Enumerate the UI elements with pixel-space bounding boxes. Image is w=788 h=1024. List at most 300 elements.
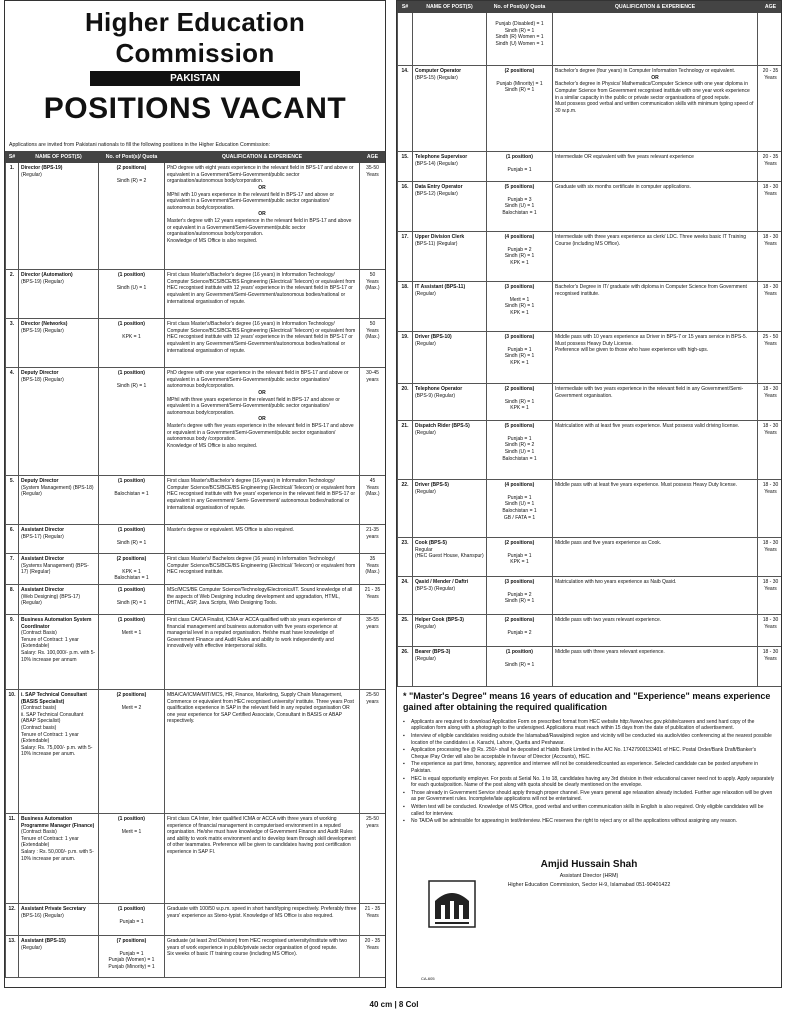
header-qualification: QUALIFICATION & EXPERIENCE <box>553 2 758 13</box>
post-title: Cook (BPS-5) <box>415 540 447 547</box>
table-header-row <box>6 152 386 163</box>
post-subtitle: (Regular) <box>21 171 42 178</box>
instruction-item: ▪ Interview of eligible candidates residing outside the Islamabad/Rawalpindi region and vicinity will be conducted via audio/video conferencing at the nearest possible location of the candidates i.e. Karachi, Lahore, Quetta and Peshawar. <box>411 733 775 746</box>
post-count: (2 positions) <box>116 165 147 172</box>
post-title: Telephone Supervisor <box>415 154 468 161</box>
age-cell: 20 - 35 Years <box>360 936 386 978</box>
post-title: Helper Cook (BPS-3) <box>415 617 464 624</box>
table-row <box>6 615 386 690</box>
header-sn: S# <box>398 2 413 13</box>
post-count: (5 positions) <box>504 423 535 430</box>
posts-quota-cell <box>487 384 553 421</box>
posts-quota-cell <box>487 480 553 538</box>
post-title: Data Entry Operator <box>415 184 463 191</box>
post-subtitle: (BPS-12) (Regular) <box>415 190 458 197</box>
table-row <box>6 554 386 585</box>
serial-number: 5. <box>6 476 19 525</box>
positions-table-right <box>397 1 782 687</box>
qualification-cell: Middle pass and five years experience as Cook. <box>553 538 758 577</box>
post-title: IT Assistant (BPS-11) <box>415 284 466 291</box>
serial-number: 1. <box>6 163 19 270</box>
post-count: (1 position) <box>118 906 145 913</box>
table-row <box>398 538 783 577</box>
table-row <box>6 525 386 554</box>
quota-lines: Sindh (U) = 1 <box>116 284 147 291</box>
qualification-cell: Graduate (at least 2nd Division) from HEC recognised university/institute with two years of work experience in public/private sector organisation of good repute. Six weeks of basic IT training course (including MS Office). <box>165 936 360 978</box>
post-count: (1 position) <box>118 587 145 594</box>
serial-number: 8. <box>6 585 19 615</box>
qualification-cell: Bachelor's Degree in IT/ graduate with diploma in Computer Science from Government recognised institute. <box>553 282 758 332</box>
serial-number: 6. <box>6 525 19 554</box>
post-name-cell <box>19 319 99 368</box>
quota-lines: Merit = 1 <box>121 629 142 636</box>
post-subtitle: (BPS-11) (Regular) <box>415 240 458 247</box>
serial-number: 24. <box>398 577 413 615</box>
post-count: (4 positions) <box>504 482 535 489</box>
post-subtitle: (BPS-18) (Regular) <box>21 376 64 383</box>
serial-number: 20. <box>398 384 413 421</box>
post-count: (3 positions) <box>504 334 535 341</box>
posts-quota-cell <box>99 476 165 525</box>
right-column <box>396 0 782 988</box>
table-row <box>398 615 783 647</box>
serial-number: 13. <box>6 936 19 978</box>
qualification-cell: First class Master's/ Bachelors degree (16 years) in Information Technology/ Computer Science/BCS/BCE/BS Engineering (Electrical/ Telecom) or equivalent from HEC recognised institute. <box>165 554 360 585</box>
table-header-row <box>398 2 783 13</box>
quota-lines: Sindh (R) = 1 <box>116 599 147 606</box>
age-cell: 21-35 years <box>360 525 386 554</box>
post-subtitle: (Regular) <box>415 655 436 662</box>
posts-quota-cell <box>487 66 553 152</box>
post-subtitle: (Contract basis) ii. SAP Technical Consultant (ABAP Specialist) (Contract basis) Tenure of Contract: 1 year (Extendable) Salary: Rs. 75,000/- p.m. with 5-10% increase per anum. <box>21 705 93 758</box>
age-cell: 35-50 Years <box>360 163 386 270</box>
post-name-cell <box>19 936 99 978</box>
qualification-cell: PhD degree with one year experience in the relevant field in BPS-17 and above or equivalent in a Government/Semi-Government/public sector organisation/ autonomous body/corporation. OR MPhil with three years experience in the relevant field in BPS-17 and above or equivalent in a Government/Semi-Government/public sector organisation/ autonomous body/corporation. OR Master's degree with five years experience in the relevant field in BPS-17 and above or equivalent in a Government/Semi-Government/public sector organisation/ autonomous body /corporation. Knowledge of MS Office is also required. <box>165 368 360 476</box>
quota-lines: Punjab = 1 Sindh (R) = 2 Sindh (U) = 1 Balochistan = 1 <box>502 435 537 462</box>
table-row <box>398 480 783 538</box>
post-subtitle: (Regular) <box>415 429 436 436</box>
posts-quota-cell <box>99 319 165 368</box>
quota-lines: Merit = 1 Sindh (R) = 1 KPK = 1 <box>504 296 535 317</box>
header-posts: No. of Post(s)/ Quota <box>99 152 165 163</box>
serial-number: 7. <box>6 554 19 585</box>
age-cell: 18 - 30 Years <box>758 615 783 647</box>
qualification-cell: MBA/CA/ICMA/MIT/MCS, HR, Finance, Marketing, Supply Chain Management, Commerce or equivalent from HEC recognised university/ institute. Three years Post qualification experience in SAP in the relevant field in any reputed organisation OR one year experience for SAP Certified Associate, Consultant in BASIS or ABAP respectively. <box>165 690 360 814</box>
post-count: (1 position) <box>118 272 145 279</box>
posts-quota-cell <box>99 163 165 270</box>
age-cell: 25 - 50 Years <box>758 332 783 384</box>
post-count: (1 position) <box>118 370 145 377</box>
post-name-cell <box>413 232 487 282</box>
post-name-cell <box>19 814 99 904</box>
posts-quota-cell <box>487 332 553 384</box>
post-subtitle: (Contract Basis) Tenure of Contract: 1 year (Extendable) Salary : Rs. 50,000/- p.m. with 5-10% increase per anum. <box>21 829 94 862</box>
posts-quota-cell <box>99 814 165 904</box>
qualification-cell: Graduate with six months certificate in computer applications. <box>553 182 758 232</box>
quota-lines: Merit = 1 <box>121 828 142 835</box>
table-row <box>6 936 386 978</box>
post-count: (5 positions) <box>504 184 535 191</box>
quota-lines: Punjab = 1 Punjab (Women) = 1 Punjab (Minority) = 1 <box>108 950 155 970</box>
post-title: i. SAP Technical Consultant (BASIS Specialist) <box>21 692 87 705</box>
post-name-cell <box>19 690 99 814</box>
post-subtitle: (BPS-17) (Regular) <box>21 533 64 540</box>
quota-lines: KPK = 1 Balochistan = 1 <box>114 568 149 582</box>
serial-number <box>398 13 413 66</box>
post-subtitle: (BPS-16) (Regular) <box>21 912 64 919</box>
post-count: (4 positions) <box>504 234 535 241</box>
serial-number: 25. <box>398 615 413 647</box>
instruction-item: ▪ Application processing fee @ Rs. 250/- shall be deposited at Habib Bank Limited in the A/C No. 17427900133401 of HEC. Postal Order/Bank Draft/Banker's Cheque /Pay Order will also be acceptable in favour of Director (Accounts), HEC. <box>411 747 775 760</box>
post-count: (1 position) <box>506 154 533 161</box>
post-count: (2 positions) <box>504 386 535 393</box>
posts-quota-cell <box>99 585 165 615</box>
hec-logo-icon <box>427 879 477 929</box>
quota-lines: Punjab (Disabled) = 1 Sindh (R) = 1 Sindh (R) Women = 1 Sindh (U) Women = 1 <box>495 21 544 48</box>
post-count: (2 positions) <box>116 556 147 563</box>
post-subtitle: (Regular) <box>415 290 436 297</box>
post-title: Deputy Director <box>21 370 59 377</box>
age-cell: 35 Years (Max.) <box>360 554 386 585</box>
age-cell: 25-50 years <box>360 814 386 904</box>
post-count: (2 positions) <box>504 68 535 75</box>
posts-quota-cell <box>487 13 553 66</box>
instruction-item: ▪ Those already in Government Service should apply through proper channel. Five years general age relaxation already included. Further age relaxation will be given as per Government rules. Incomplete/late applications will not be entertained. <box>411 790 775 803</box>
commission-title: Higher Education Commission <box>84 7 306 68</box>
post-title: Upper Division Clerk <box>415 234 465 241</box>
table-row <box>6 690 386 814</box>
instruction-item: ▪ Applicants are required to download Application Form on prescribed format from HEC website http://www.hec.gov.pk/site/careers and send hard copy of the application form along with a photograph to the undersigned. Applications must reach within 15 days from the date of publication of advertisement. <box>411 719 775 732</box>
post-name-cell <box>19 270 99 319</box>
instruction-item: ▪ No TA/DA will be admissible for appearing in test/interview. HEC reserves the right to reject any or all the applications without assigning any reason. <box>411 818 775 825</box>
age-cell: 18 - 30 Years <box>758 421 783 480</box>
serial-number: 26. <box>398 647 413 687</box>
post-name-cell <box>19 585 99 615</box>
post-count: (3 positions) <box>504 284 535 291</box>
header-age: AGE <box>360 152 386 163</box>
qualification-cell: Middle pass with two years relevant experience. <box>553 615 758 647</box>
posts-quota-cell <box>487 577 553 615</box>
table-row <box>398 647 783 687</box>
quota-lines: Sindh (R) = 2 <box>116 177 147 184</box>
post-title: Dispatch Rider (BPS-5) <box>415 423 470 430</box>
quota-lines: KPK = 1 <box>122 333 141 340</box>
post-name-cell <box>413 152 487 182</box>
qualification-cell: Middle pass with at least five years experience. Must possess Heavy Duty license. <box>553 480 758 538</box>
age-cell: 30-45 years <box>360 368 386 476</box>
qualification-cell: Middle pass with three years relevant experience. <box>553 647 758 687</box>
post-title: Computer Operator <box>415 68 462 75</box>
qualification-cell: Intermediate with three years experience as clerk/ LDC. Three weeks basic IT Training Course (including MS Office). <box>553 232 758 282</box>
qualification-cell: First class Master's/Bachelor's degree (16 years) in Information Technology/ Computer Science/BCS/BCE/BS Engineering (Electrical/ Telecom) or equivalent from HEC recognised institute with 12 years' experience in the relevant field in BPS-17 or equivalent in any Government/Semi-Government/autonomous bodies/national or international organisation of repute. <box>165 319 360 368</box>
table-row <box>398 66 783 152</box>
age-cell: 20 - 35 Years <box>758 152 783 182</box>
qualification-cell: Intermediate with two years experience in the relevant field in any Government/Semi-Government organisation. <box>553 384 758 421</box>
degree-note: * "Master's Degree" means 16 years of education and "Experience" means experience gained after obtaining the required qualification <box>403 691 771 713</box>
print-size-footer: 40 cm | 8 Col <box>369 1000 419 1009</box>
table-row <box>6 270 386 319</box>
table-row <box>398 577 783 615</box>
quota-lines: Merit = 2 <box>121 704 142 711</box>
serial-number: 2. <box>6 270 19 319</box>
posts-quota-cell <box>99 904 165 936</box>
quota-lines: Sindh (R) = 1 KPK = 1 <box>504 398 535 412</box>
post-title: Driver (BPS-10) <box>415 334 452 341</box>
country-banner: PAKISTAN <box>90 71 300 86</box>
post-subtitle: (Regular) <box>415 488 436 495</box>
header-posts: No. of Post(s)/ Quota <box>487 2 553 13</box>
post-subtitle: (System Management) (BPS-18) (Regular) <box>21 484 94 498</box>
post-subtitle: (BPS-15) (Regular) <box>415 74 458 81</box>
post-count: (7 positions) <box>116 938 147 945</box>
post-subtitle: Regular (HEC Guest House, Khanspur) <box>415 546 484 560</box>
post-title: Telephone Operator <box>415 386 463 393</box>
header-name: NAME OF POST(S) <box>19 152 99 163</box>
header-age: AGE <box>758 2 783 13</box>
post-count: (1 position) <box>118 617 145 624</box>
post-title: Deputy Director <box>21 478 59 485</box>
quota-lines: Punjab = 2 Sindh (R) = 1 KPK = 1 <box>504 246 535 267</box>
posts-quota-cell <box>487 152 553 182</box>
age-cell: 45 Years (Max.) <box>360 476 386 525</box>
qualification-cell: Master's degree or equivalent. MS Office is also required. <box>165 525 360 554</box>
table-row <box>6 904 386 936</box>
age-cell: 21 - 35 Years <box>360 904 386 936</box>
serial-number: 9. <box>6 615 19 690</box>
posts-quota-cell <box>487 232 553 282</box>
post-subtitle: (Systems Management) (BPS-17) (Regular) <box>21 562 89 576</box>
post-name-cell <box>413 13 487 66</box>
quota-lines: Sindh (R) = 1 <box>116 382 147 389</box>
post-name-cell <box>19 368 99 476</box>
qualification-cell: MSc/MCS/BE Computer Science/Technology/Electronics/IT. Sound knowledge of all the aspects of Web Designing including development and upgradation, HTML, DHTML, ASP, Java Scripts, Web Designing Tools. <box>165 585 360 615</box>
table-row <box>6 814 386 904</box>
serial-number: 16. <box>398 182 413 232</box>
post-name-cell <box>19 554 99 585</box>
left-column <box>4 0 386 988</box>
posts-quota-cell <box>487 182 553 232</box>
post-name-cell <box>19 615 99 690</box>
quota-lines: Punjab = 3 Sindh (U) = 1 Balochistan = 1 <box>502 196 537 217</box>
ad-reference: CA-605 <box>421 976 435 981</box>
posts-quota-cell <box>99 615 165 690</box>
serial-number: 4. <box>6 368 19 476</box>
positions-table-left <box>5 151 386 978</box>
post-subtitle: (Regular) <box>415 623 436 630</box>
posts-quota-cell <box>99 270 165 319</box>
qualification-cell: Graduate with 100/50 w.p.m. speed in short hand/typing respectively. Preferably three years' experience as Steno-typist. Knowledge of MS Office is also required. <box>165 904 360 936</box>
post-subtitle: (BPS-19) (Regular) <box>21 278 64 285</box>
post-name-cell <box>19 163 99 270</box>
age-cell: 18 - 30 Years <box>758 182 783 232</box>
post-title: Assistant Director <box>21 587 65 594</box>
table-row <box>398 421 783 480</box>
posts-quota-cell <box>487 615 553 647</box>
post-title: Director (BPS-19) <box>21 165 63 172</box>
post-title: Assistant Director <box>21 527 65 534</box>
table-row <box>6 476 386 525</box>
qualification-cell: First class Master's/Bachelor's degree (16 years) in Information Technology/ Computer Science/BCS/BCE/BS Engineering (Electrical/ Telecom) or equivalent from HEC recognised institute with five years' experience in the relevant field in BPS-17 or equivalent in any Government/ Semi- Government/ autonomous bodies/national or international organisation of repute. <box>165 476 360 525</box>
post-name-cell <box>19 904 99 936</box>
table-row <box>398 232 783 282</box>
serial-number: 19. <box>398 332 413 384</box>
posts-quota-cell <box>487 282 553 332</box>
age-cell: 18 - 30 Years <box>758 480 783 538</box>
instructions-list <box>411 719 775 825</box>
quota-lines: Punjab = 1 <box>119 918 144 925</box>
post-name-cell <box>413 577 487 615</box>
intro-text: Applications are invited from Pakistani nationals to fill the following positions in the Higher Education Commission: <box>9 142 270 148</box>
age-cell: 20 - 35 Years <box>758 66 783 152</box>
age-cell: 18 - 30 Years <box>758 282 783 332</box>
post-title: Assistant Director <box>21 556 65 563</box>
post-count: (2 positions) <box>116 692 147 699</box>
age-cell: 50 Years (Max.) <box>360 319 386 368</box>
qualification-cell: Matriculation with at least five years experience. Must possess valid driving license. <box>553 421 758 480</box>
post-name-cell <box>413 421 487 480</box>
post-name-cell <box>413 647 487 687</box>
post-name-cell <box>413 538 487 577</box>
age-cell: 18 - 30 Years <box>758 232 783 282</box>
post-title: Director (Networks) <box>21 321 68 328</box>
age-cell: 50 Years (Max.) <box>360 270 386 319</box>
post-subtitle: (BPS-3) (Regular) <box>415 585 456 592</box>
age-cell: 18 - 30 Years <box>758 538 783 577</box>
quota-lines: Punjab = 1 KPK = 1 <box>507 552 532 566</box>
post-count: (1 position) <box>118 321 145 328</box>
posts-quota-cell <box>99 368 165 476</box>
quota-lines: Balochistan = 1 <box>114 490 149 497</box>
quota-lines: Punjab (Minority) = 1 Sindh (R) = 1 <box>496 80 543 94</box>
post-name-cell <box>413 615 487 647</box>
post-subtitle: (Contract Basis) Tenure of Contract: 1 year (Extendable) Salary: Rs. 100,000/- p.m. with 5-10% increase per annum <box>21 630 96 663</box>
posts-quota-cell <box>99 525 165 554</box>
age-cell: 21 - 35 Years <box>360 585 386 615</box>
posts-quota-cell <box>99 936 165 978</box>
post-count: (2 positions) <box>504 540 535 547</box>
post-title: Driver (BPS-5) <box>415 482 449 489</box>
posts-quota-cell <box>487 538 553 577</box>
serial-number: 23. <box>398 538 413 577</box>
post-name-cell <box>413 182 487 232</box>
serial-number: 15. <box>398 152 413 182</box>
post-title: Business Automation System Coordinator <box>21 617 92 630</box>
post-name-cell <box>413 66 487 152</box>
qualification-cell: Middle pass with 10 years experience as Driver in BPS-7 or 15 years service in BPS-5. Must possess Heavy Duty License. Preference will be given to those who have experience with high-ups. <box>553 332 758 384</box>
table-row <box>398 282 783 332</box>
post-subtitle: (BPS-19) (Regular) <box>21 327 64 334</box>
age-cell: 18 - 30 Years <box>758 384 783 421</box>
table-row <box>398 182 783 232</box>
positions-vacant-headline: POSITIONS VACANT <box>43 92 347 125</box>
qualification-cell: First class CA Inter, Inter qualified ICMA or ACCA with three years of working experience of financial management in computerised environment in a reputed organisation. He/she must have knowledge of Government Finance and Audit Rules and ability to work matrix environment and to develop team through skill development of other teammates. Preference will be given to candidates having post certification experience in SAP FI. <box>165 814 360 904</box>
quota-lines: Punjab = 2 <box>507 629 532 636</box>
serial-number: 12. <box>6 904 19 936</box>
qualification-cell: PhD degree with eight years experience in the relevant field in BPS-17 and above or equivalent in a Government/Semi-Government/public sector organisation/autonomous body/corporation. OR MPhil with 10 years experience in the relevant field in BPS-17 and above or equivalent in a Government/Semi-Government/public sector organisation/ autonomous body/corporation. OR Master's degree with 12 years experience in the relevant field in BPS-17 and above or equivalent in a Government/Semi-Government/public sector organisation/autonomous body/corporation. Knowledge of MS Office is also required. <box>165 163 360 270</box>
posts-quota-cell <box>487 421 553 480</box>
post-title: Director (Automation) <box>21 272 73 279</box>
age-cell <box>758 13 783 66</box>
post-name-cell <box>19 525 99 554</box>
signatory-designation: Assistant Director (HRM) <box>559 873 619 879</box>
quota-lines: Sindh (R) = 1 <box>116 539 147 546</box>
table-row <box>398 13 783 66</box>
post-title: Assistant (BPS-15) <box>21 938 66 945</box>
serial-number: 21. <box>398 421 413 480</box>
instruction-item: ▪ HEC is equal opportunity employer. For posts at Serial No. 1 to 18, candidates having any 3rd division in their educational career need not to apply. Apply separately for each quota/position. Name of the post along with quota should be clearly mentioned on the envelope. <box>411 776 775 789</box>
table-row <box>398 152 783 182</box>
post-name-cell <box>413 282 487 332</box>
instruction-item: ▪ Written test will be conducted. Knowledge of MS Office, good verbal and written communication skills in English is also required. Only eligible candidates will be called for interview. <box>411 804 775 817</box>
post-title: Qasid / Mender / Daftri <box>415 579 469 586</box>
serial-number: 18. <box>398 282 413 332</box>
posts-quota-cell <box>99 554 165 585</box>
quota-lines: Punjab = 1 Sindh (R) = 1 KPK = 1 <box>504 346 535 367</box>
qualification-cell <box>553 13 758 66</box>
serial-number: 10. <box>6 690 19 814</box>
serial-number: 22. <box>398 480 413 538</box>
signatory-name: Amjid Hussain Shah <box>540 859 638 870</box>
post-name-cell <box>413 332 487 384</box>
post-count: (1 position) <box>118 816 145 823</box>
header-name: NAME OF POST(S) <box>413 2 487 13</box>
serial-number: 17. <box>398 232 413 282</box>
posts-quota-cell <box>99 690 165 814</box>
signatory-address: Higher Education Commission, Sector H-9, Islamabad 051-90401422 <box>507 882 671 888</box>
post-count: (3 positions) <box>504 579 535 586</box>
post-subtitle: (Regular) <box>415 340 436 347</box>
age-cell: 18 - 30 Years <box>758 647 783 687</box>
table-row <box>398 384 783 421</box>
post-count: (1 position) <box>506 649 533 656</box>
quota-lines: Punjab = 1 <box>507 166 532 173</box>
post-subtitle: (BPS-9) (Regular) <box>415 392 456 399</box>
qualification-cell: Intermediate OR equivalent with five years relevant experience <box>553 152 758 182</box>
instruction-item: ▪ The experience as part time, honorary, apprentice and internee will not be considered/counted as experience. Selected candidate can be posted anywhere in Pakistan. <box>411 761 775 774</box>
table-row <box>6 368 386 476</box>
qualification-cell: First class CA/CA Finalist, ICMA or ACCA qualified with six years experience of financial management and business automation with five years experience at managerial level in a reputed organisation. He/she must have knowledge of Government Finance and Audit Rules and ability to work independently and innovatively with effective interpersonal skills. <box>165 615 360 690</box>
post-subtitle: (BPS-14) (Regular) <box>415 160 458 167</box>
qualification-cell: Matriculation with two years experience as Naib Qasid. <box>553 577 758 615</box>
post-name-cell <box>413 384 487 421</box>
age-cell: 35-55 years <box>360 615 386 690</box>
quota-lines: Punjab = 1 Sindh (U) = 1 Balochistan = 1 GB / FATA = 1 <box>502 494 537 521</box>
post-count: (2 positions) <box>504 617 535 624</box>
table-row <box>398 332 783 384</box>
serial-number: 11. <box>6 814 19 904</box>
post-title: Bearer (BPS-3) <box>415 649 451 656</box>
posts-quota-cell <box>487 647 553 687</box>
table-row <box>6 585 386 615</box>
age-cell: 18 - 30 Years <box>758 577 783 615</box>
header-qualification: QUALIFICATION & EXPERIENCE <box>165 152 360 163</box>
post-count: (1 position) <box>118 478 145 485</box>
quota-lines: Sindh (R) = 1 <box>504 661 535 668</box>
qualification-cell: Bachelor's degree (four years) in Computer Information Technology or equivalent. OR Bachelor's degree in Physics/ Mathematics/Computer Science with one year diploma in Computer Science from Government recognised institute with one year work experience in a similar capacity in the public or private sector organisations of good repute. Must possess good verbal and written communication skills with minimum typing speed of 30 w.p.m. <box>553 66 758 152</box>
header-sn: S# <box>6 152 19 163</box>
post-subtitle: (Regular) <box>21 944 42 951</box>
post-name-cell <box>413 480 487 538</box>
age-cell: 25-50 years <box>360 690 386 814</box>
serial-number: 14. <box>398 66 413 152</box>
qualification-cell: First class Master's/Bachelor's degree (16 years) in Information Technology/ Computer Science/BCS/BCE/BS Engineering (Electrical/ Telecom) or equivalent from HEC recognised institute with 12 years' experience in the relevant field in BPS-17 or equivalent in any Government/Semi-Government/autonomous bodies/national or international organisation of repute. <box>165 270 360 319</box>
table-row <box>6 163 386 270</box>
post-title: Assistant Private Secretary <box>21 906 86 913</box>
post-subtitle: (Web Designing) (BPS-17) (Regular) <box>21 593 81 607</box>
post-name-cell <box>19 476 99 525</box>
table-row <box>6 319 386 368</box>
post-count: (1 position) <box>118 527 145 534</box>
